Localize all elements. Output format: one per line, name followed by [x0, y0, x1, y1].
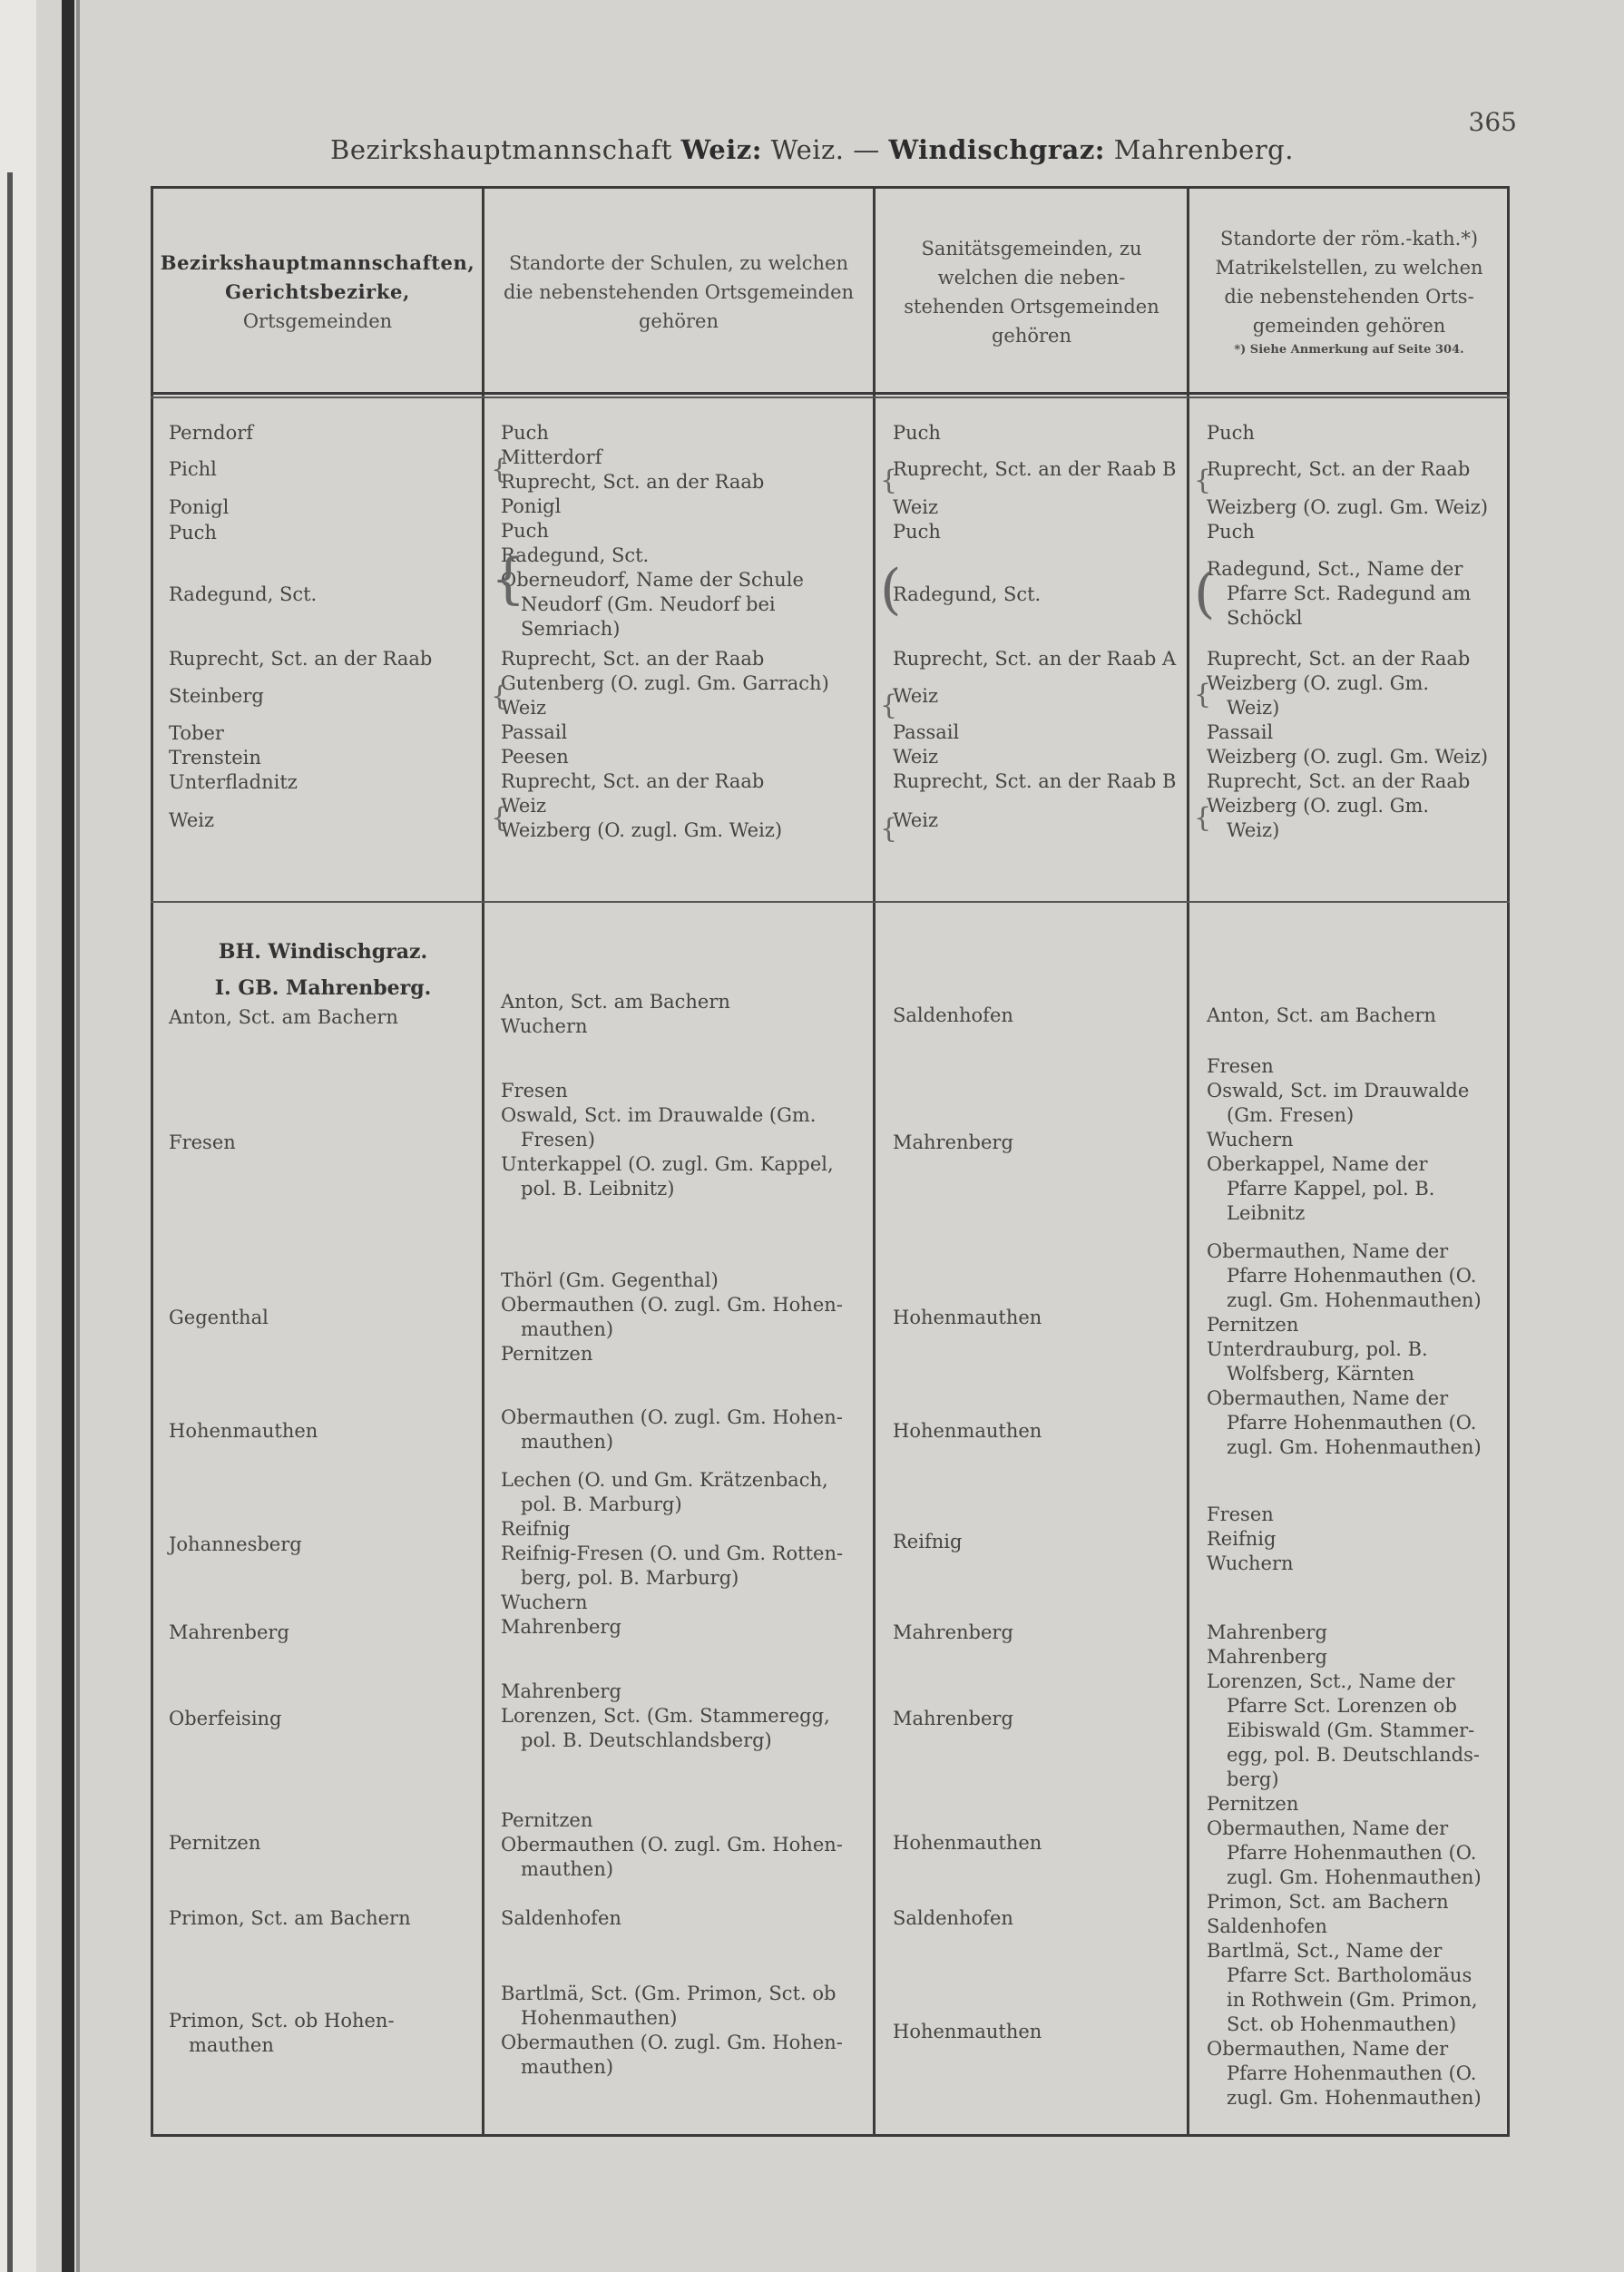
weiz-sanitary-district-cell: Ruprecht, Sct. an der Raab B: [893, 770, 1177, 792]
windischgraz-sanitary-district-cell: Saldenhofen: [893, 1907, 1013, 1929]
windischgraz-school-location-cell: Wuchern: [501, 1591, 588, 1613]
windischgraz-school-location-cell: Obermauthen (O. zugl. Gm. Hohen-: [501, 1834, 843, 1856]
windischgraz-school-location-cell: mauthen): [521, 2056, 614, 2078]
weiz-sanitary-district-cell: Passail: [893, 721, 960, 743]
windischgraz-school-location-cell: Hohenmauthen): [521, 2007, 678, 2029]
header-district-windischgraz: Windischgraz:: [888, 134, 1106, 165]
header-district-weiz-seat: Weiz. —: [770, 134, 880, 165]
windischgraz-parish-registry-cell: Pernitzen: [1207, 1793, 1299, 1815]
binding-gutter-edge: [76, 0, 80, 2272]
column-header-c1-line1: Bezirkshauptmannschaften,: [160, 251, 475, 274]
windischgraz-parish-registry-cell: Primon, Sct. am Bachern: [1207, 1891, 1449, 1913]
windischgraz-school-location-cell: pol. B. Marburg): [521, 1493, 682, 1515]
windischgraz-school-location-cell: Lorenzen, Sct. (Gm. Stammeregg,: [501, 1705, 830, 1727]
header-rule-double: [151, 397, 1510, 398]
weiz-school-location-cell: Ruprecht, Sct. an der Raab: [501, 471, 765, 493]
header-rule: [151, 392, 1510, 395]
windischgraz-school-location-cell: Fresen: [501, 1080, 568, 1102]
windischgraz-sanitary-district-cell: Saldenhofen: [893, 1004, 1013, 1026]
column-header-c2-line1: Standorte der Schulen, zu welchen: [509, 252, 848, 274]
weiz-parish-registry-cell: Weizberg (O. zugl. Gm. Weiz): [1207, 496, 1489, 518]
windischgraz-parish-registry-cell: Mahrenberg: [1207, 1646, 1327, 1668]
weiz-municipality-cell: Puch: [169, 522, 217, 544]
windischgraz-municipality-cell: Oberfeising: [169, 1708, 282, 1729]
column-header-schools: [486, 201, 871, 383]
windischgraz-sanitary-district-cell: Hohenmauthen: [893, 1307, 1042, 1328]
weiz-municipality-cell: Ponigl: [169, 496, 230, 518]
weiz-parish-registry-cell: Radegund, Sct., Name der: [1207, 558, 1463, 580]
windischgraz-school-location-cell: mauthen): [521, 1431, 614, 1453]
weiz-sanitary-district-cell: Ruprecht, Sct. an der Raab B: [893, 458, 1177, 480]
windischgraz-school-location-cell: Wuchern: [501, 1015, 588, 1037]
windischgraz-school-location-cell: Oswald, Sct. im Drauwalde (Gm.: [501, 1104, 817, 1126]
windischgraz-parish-registry-cell: Pfarre Hohenmauthen (O.: [1227, 1265, 1477, 1287]
weiz-school-location-cell: Puch: [501, 520, 549, 542]
weiz-sanitary-district-cell: Weiz: [893, 746, 939, 768]
weiz-school-location-cell: Gutenberg (O. zugl. Gm. Garrach): [501, 672, 829, 694]
weiz-school-location-cell: Oberneudorf, Name der Schule: [501, 569, 804, 591]
weiz-school-location-cell: Ponigl: [501, 495, 562, 517]
weiz-municipality-cell: Weiz: [169, 809, 215, 831]
weiz-sanitary-district-cell: Weiz: [893, 496, 939, 518]
windischgraz-parish-registry-cell: Unterdrauburg, pol. B.: [1207, 1338, 1428, 1360]
column-header-registries: [1191, 201, 1507, 383]
windischgraz-parish-registry-cell: Eibiswald (Gm. Stammer-: [1227, 1719, 1475, 1741]
section-subtitle-mahrenberg: I. GB. Mahrenberg.: [214, 976, 432, 1000]
windischgraz-school-location-cell: Saldenhofen: [501, 1907, 621, 1929]
weiz-sanitary-district-cell: Weiz: [893, 809, 939, 831]
weiz-school-location-cell: Peesen: [501, 746, 569, 768]
windischgraz-school-location-cell: Pernitzen: [501, 1343, 593, 1365]
weiz-school-location-cell: Ruprecht, Sct. an der Raab: [501, 770, 765, 792]
weiz-sanitary-district-cell: Ruprecht, Sct. an der Raab A: [893, 648, 1177, 670]
windischgraz-parish-registry-cell: Obermauthen, Name der: [1207, 1240, 1449, 1262]
column-header-c2-line2: die nebenstehenden Ortsgemeinden: [503, 281, 855, 303]
windischgraz-parish-registry-cell: Pfarre Sct. Lorenzen ob: [1227, 1695, 1457, 1717]
weiz-school-location-cell: Neudorf (Gm. Neudorf bei: [521, 593, 776, 615]
windischgraz-parish-registry-cell: Lorenzen, Sct., Name der: [1207, 1670, 1455, 1692]
windischgraz-school-location-cell: pol. B. Leibnitz): [521, 1178, 675, 1200]
windischgraz-school-location-cell: Bartlmä, Sct. (Gm. Primon, Sct. ob: [501, 1983, 836, 2004]
windischgraz-school-location-cell: Mahrenberg: [501, 1680, 621, 1702]
windischgraz-parish-registry-cell: (Gm. Fresen): [1227, 1104, 1355, 1126]
weiz-school-location-cell: Passail: [501, 721, 568, 743]
weiz-municipality-cell: Trenstein: [169, 747, 261, 769]
windischgraz-parish-registry-cell: Oswald, Sct. im Drauwalde: [1207, 1080, 1470, 1102]
windischgraz-parish-registry-cell: Wuchern: [1207, 1552, 1294, 1574]
weiz-sanitary-district-cell: Puch: [893, 422, 941, 444]
column-header-c4-line3: die nebenstehenden Orts-: [1224, 286, 1474, 308]
windischgraz-parish-registry-cell: Oberkappel, Name der: [1207, 1153, 1428, 1175]
header-district-windischgraz-seat: Mahrenberg.: [1113, 134, 1294, 165]
windischgraz-parish-registry-cell: Obermauthen, Name der: [1207, 1817, 1449, 1839]
weiz-municipality-cell: Radegund, Sct.: [169, 583, 318, 605]
weiz-parish-registry-cell: Ruprecht, Sct. an der Raab: [1207, 770, 1471, 792]
weiz-school-location-cell: Semriach): [521, 618, 621, 640]
weiz-parish-registry-cell: Weizberg (O. zugl. Gm.: [1207, 795, 1430, 817]
page-header: [0, 134, 1624, 165]
weiz-parish-registry-cell: Weiz): [1227, 819, 1280, 841]
windischgraz-school-location-cell: Lechen (O. und Gm. Krätzenbach,: [501, 1469, 828, 1491]
windischgraz-municipality-cell: Anton, Sct. am Bachern: [169, 1006, 398, 1028]
windischgraz-parish-registry-cell: berg): [1227, 1768, 1279, 1790]
windischgraz-school-location-cell: berg, pol. B. Marburg): [521, 1567, 739, 1589]
column-header-c4-line4: gemeinden gehören: [1252, 315, 1446, 337]
windischgraz-parish-registry-cell: Anton, Sct. am Bachern: [1207, 1004, 1436, 1026]
windischgraz-school-location-cell: Thörl (Gm. Gegenthal): [501, 1269, 719, 1291]
windischgraz-parish-registry-cell: Mahrenberg: [1207, 1621, 1327, 1643]
column-header-c3-line4: gehören: [991, 325, 1072, 347]
windischgraz-parish-registry-cell: Pfarre Hohenmauthen (O.: [1227, 1412, 1477, 1434]
column-header-c1-line2: Gerichtsbezirke,: [225, 280, 410, 303]
weiz-school-location-cell: Ruprecht, Sct. an der Raab: [501, 648, 765, 670]
windischgraz-parish-registry-cell: zugl. Gm. Hohenmauthen): [1227, 1436, 1482, 1458]
weiz-school-location-cell: Weizberg (O. zugl. Gm. Weiz): [501, 819, 783, 841]
windischgraz-parish-registry-cell: Pfarre Hohenmauthen (O.: [1227, 1842, 1477, 1864]
column-header-sanitary: [877, 201, 1186, 383]
weiz-parish-registry-cell: Puch: [1207, 422, 1255, 444]
section-title-windischgraz: BH. Windischgraz.: [218, 940, 428, 964]
windischgraz-parish-registry-cell: zugl. Gm. Hohenmauthen): [1227, 1866, 1482, 1888]
weiz-municipality-cell: Perndorf: [169, 422, 254, 444]
weiz-municipality-cell: Tober: [169, 722, 224, 744]
weiz-parish-registry-cell: Weiz): [1227, 697, 1280, 719]
weiz-sanitary-district-cell: Puch: [893, 521, 941, 543]
windischgraz-municipality-cell: Johannesberg: [169, 1533, 302, 1555]
weiz-parish-registry-cell: Weizberg (O. zugl. Gm.: [1207, 672, 1430, 694]
windischgraz-school-location-cell: mauthen): [521, 1318, 614, 1340]
windischgraz-parish-registry-cell: zugl. Gm. Hohenmauthen): [1227, 1289, 1482, 1311]
windischgraz-parish-registry-cell: Obermauthen, Name der: [1207, 1387, 1449, 1409]
weiz-parish-registry-cell: Weizberg (O. zugl. Gm. Weiz): [1207, 746, 1489, 768]
windischgraz-parish-registry-cell: egg, pol. B. Deutschlands-: [1227, 1744, 1480, 1766]
column-header-c2-line3: gehören: [638, 310, 719, 332]
weiz-school-location-cell: Weiz: [501, 795, 547, 817]
windischgraz-parish-registry-cell: Obermauthen, Name der: [1207, 2038, 1449, 2060]
windischgraz-sanitary-district-cell: Mahrenberg: [893, 1621, 1013, 1643]
windischgraz-school-location-cell: Mahrenberg: [501, 1616, 621, 1638]
windischgraz-sanitary-district-cell: Hohenmauthen: [893, 2021, 1042, 2042]
windischgraz-parish-registry-cell: Pfarre Sct. Bartholomäus: [1227, 1964, 1472, 1986]
weiz-school-location-cell: Puch: [501, 422, 549, 444]
windischgraz-municipality-cell: Hohenmauthen: [169, 1420, 318, 1442]
windischgraz-municipality-cell: Gegenthal: [169, 1307, 269, 1328]
weiz-municipality-cell: Ruprecht, Sct. an der Raab: [169, 648, 433, 670]
windischgraz-parish-registry-cell: Reifnig: [1207, 1528, 1277, 1550]
weiz-municipality-cell: Steinberg: [169, 685, 264, 707]
column-rule-3: [1187, 186, 1189, 2137]
header-prefix: Bezirkshauptmannschaft: [330, 134, 672, 165]
weiz-parish-registry-cell: Schöckl: [1227, 607, 1303, 629]
column-rule-2: [873, 186, 876, 2137]
column-header-c4-line2: Matrikelstellen, zu welchen: [1215, 257, 1483, 279]
windischgraz-municipality-cell: Primon, Sct. am Bachern: [169, 1907, 411, 1929]
column-header-c3-line1: Sanitätsgemeinden, zu: [921, 238, 1142, 260]
weiz-school-location-cell: Radegund, Sct.: [501, 544, 650, 566]
windischgraz-sanitary-district-cell: Mahrenberg: [893, 1131, 1013, 1153]
windischgraz-parish-registry-cell: in Rothwein (Gm. Primon,: [1227, 1989, 1478, 2011]
windischgraz-parish-registry-cell: Sct. ob Hohenmauthen): [1227, 2013, 1457, 2035]
windischgraz-school-location-cell: Anton, Sct. am Bachern: [501, 991, 730, 1013]
weiz-municipality-cell: Unterfladnitz: [169, 771, 298, 793]
windischgraz-school-location-cell: Obermauthen (O. zugl. Gm. Hohen-: [501, 2032, 843, 2053]
windischgraz-parish-registry-cell: Saldenhofen: [1207, 1915, 1327, 1937]
weiz-school-location-cell: Mitterdorf: [501, 446, 602, 468]
column-header-c3-line2: welchen die neben-: [937, 267, 1126, 289]
column-header-c1-line3: Ortsgemeinden: [242, 310, 393, 332]
column-header-c4-footnote: *) Siehe Anmerkung auf Seite 304.: [1234, 343, 1464, 357]
windischgraz-school-location-cell: Reifnig-Fresen (O. und Gm. Rotten-: [501, 1542, 844, 1564]
windischgraz-sanitary-district-cell: Hohenmauthen: [893, 1420, 1042, 1442]
windischgraz-school-location-cell: pol. B. Deutschlandsberg): [521, 1729, 772, 1751]
column-header-municipalities: [156, 201, 479, 383]
windischgraz-parish-registry-cell: Pfarre Kappel, pol. B.: [1227, 1178, 1435, 1200]
windischgraz-municipality-cell: Mahrenberg: [169, 1621, 289, 1643]
windischgraz-school-location-cell: Fresen): [521, 1129, 595, 1151]
column-header-c4-line1: Standorte der röm.-kath.*): [1219, 228, 1479, 250]
windischgraz-municipality-cell: Fresen: [169, 1131, 236, 1153]
windischgraz-parish-registry-cell: Pfarre Hohenmauthen (O.: [1227, 2062, 1477, 2084]
windischgraz-parish-registry-cell: zugl. Gm. Hohenmauthen): [1227, 2087, 1482, 2109]
windischgraz-sanitary-district-cell: Mahrenberg: [893, 1708, 1013, 1729]
windischgraz-parish-registry-cell: Wolfsberg, Kärnten: [1227, 1363, 1414, 1385]
windischgraz-municipality-cell: mauthen: [189, 2034, 274, 2056]
weiz-parish-registry-cell: Puch: [1207, 521, 1255, 543]
binding-gutter: [62, 0, 74, 2272]
page-binding-edge: [0, 0, 36, 2272]
windischgraz-parish-registry-cell: Pernitzen: [1207, 1314, 1299, 1336]
windischgraz-sanitary-district-cell: Hohenmauthen: [893, 1832, 1042, 1854]
windischgraz-parish-registry-cell: Fresen: [1207, 1503, 1274, 1525]
windischgraz-municipality-cell: Primon, Sct. ob Hohen-: [169, 2010, 395, 2032]
windischgraz-parish-registry-cell: Bartlmä, Sct., Name der: [1207, 1940, 1443, 1962]
column-rule-1: [482, 186, 484, 2137]
weiz-municipality-cell: Pichl: [169, 458, 217, 480]
windischgraz-parish-registry-cell: Fresen: [1207, 1055, 1274, 1077]
windischgraz-school-location-cell: Reifnig: [501, 1518, 571, 1540]
windischgraz-school-location-cell: mauthen): [521, 1858, 614, 1880]
weiz-parish-registry-cell: Pfarre Sct. Radegund am: [1227, 583, 1472, 604]
weiz-sanitary-district-cell: Radegund, Sct.: [893, 583, 1042, 605]
windischgraz-sanitary-district-cell: Reifnig: [893, 1531, 963, 1552]
windischgraz-parish-registry-cell: Wuchern: [1207, 1129, 1294, 1151]
weiz-school-location-cell: Weiz: [501, 697, 547, 719]
weiz-sanitary-district-cell: Weiz: [893, 685, 939, 707]
section-divider: [151, 901, 1510, 903]
windischgraz-parish-registry-cell: Leibnitz: [1227, 1202, 1306, 1224]
windischgraz-school-location-cell: Pernitzen: [501, 1809, 593, 1831]
windischgraz-municipality-cell: Pernitzen: [169, 1832, 261, 1854]
weiz-parish-registry-cell: Passail: [1207, 721, 1274, 743]
windischgraz-school-location-cell: Obermauthen (O. zugl. Gm. Hohen-: [501, 1294, 843, 1316]
binding-shadow-line: [7, 172, 13, 2272]
windischgraz-school-location-cell: Obermauthen (O. zugl. Gm. Hohen-: [501, 1406, 843, 1428]
page-number: 365: [1468, 107, 1517, 137]
header-district-weiz: Weiz:: [680, 134, 762, 165]
weiz-parish-registry-cell: Ruprecht, Sct. an der Raab: [1207, 648, 1471, 670]
windischgraz-school-location-cell: Unterkappel (O. zugl. Gm. Kappel,: [501, 1153, 834, 1175]
column-header-c3-line3: stehenden Ortsgemeinden: [904, 296, 1159, 318]
weiz-parish-registry-cell: Ruprecht, Sct. an der Raab: [1207, 458, 1471, 480]
